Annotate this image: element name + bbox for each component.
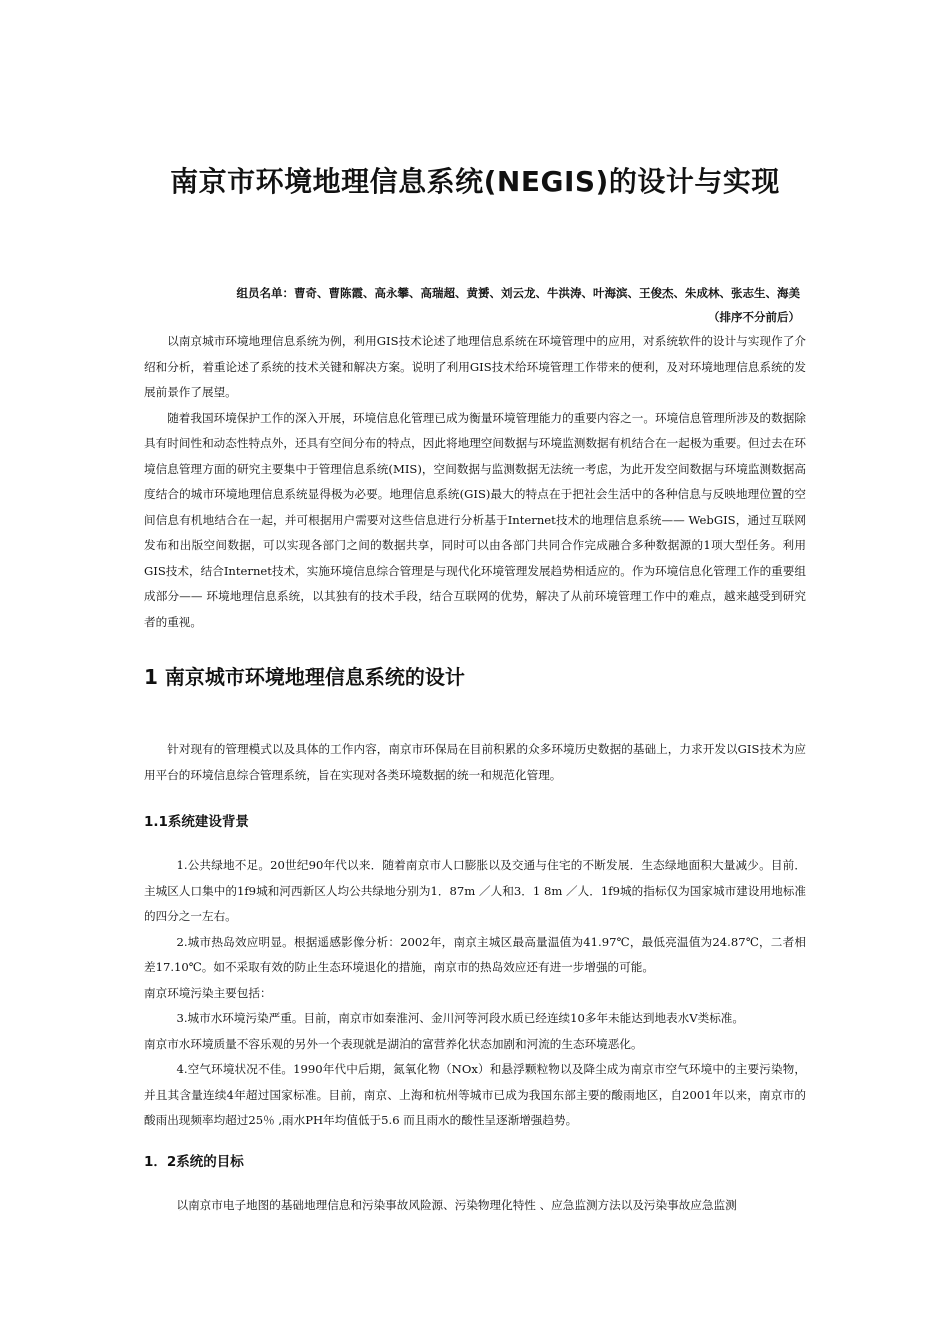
author-order-note: （排序不分前后） bbox=[708, 310, 800, 324]
section-1-2-intro-paragraph: 以南京市电子地图的基础地理信息和污染事故风险源、污染物理化特性 、应急监测方法以及污染事故应急监测 bbox=[176, 1198, 737, 1212]
section-1-1-heading: 1.1系统建设背景 bbox=[144, 814, 249, 830]
list-item-water-pollution: 3.城市水环境污染严重。目前，南京市如秦淮河、金川河等河段水质已经连续10多年未能达到地表水V类标准。 bbox=[176, 1011, 744, 1025]
pollution-lead-text: 南京环境污染主要包括： bbox=[144, 985, 272, 1000]
section-1-heading: 1 南京城市环境地理信息系统的设计 bbox=[144, 665, 465, 689]
intro-section bbox=[144, 329, 806, 635]
author-list: 组员名单：曹奇、曹陈霞、高永攀、高瑞超、黄赟、刘云龙、牛洪涛、叶海滨、王俊杰、朱成林、张志生、海美 bbox=[236, 286, 800, 300]
section-1-2-body bbox=[144, 1193, 806, 1219]
list-item-green-space: 1.公共绿地不足。20世纪90年代以来．随着南京市人口膨胀以及交通与住宅的不断发展．生态绿地面积大量减少。目前．主城区人口集中的1f9城和河西新区人均公共绿地分别为1．87m ／人和3．1 8m ／人．1f9城的指标仅为国家城市建设用地标准的四分之一左右。 bbox=[144, 858, 806, 923]
section-1-1-body bbox=[144, 853, 806, 1134]
section-1-intro-paragraph: 针对现有的管理模式以及具体的工作内容，南京市环保局在目前积累的众多环境历史数据的基础上，力求开发以GIS技术为应用平台的环境信息综合管理系统，旨在实现对各类环境数据的统一和规范化管理。 bbox=[144, 742, 806, 782]
document-title: 南京市环境地理信息系统(NEGIS)的设计与实现 bbox=[170, 165, 780, 198]
water-pollution-continuation: 南京市水环境质量不容乐观的另外一个表现就是湖泊的富营养化状态加剧和河流的生态环境恶化。 bbox=[144, 1036, 643, 1051]
intro-paragraph: 随着我国环境保护工作的深入开展，环境信息化管理已成为衡量环境管理能力的重要内容之一。环境信息管理所涉及的数据除具有时间性和动态性特点外，还具有空间分布的特点，因此将地理空间数据与环境监测数据有机结合在一起极为重要。但过去在环境信息管理方面的研究主要集中于管理信息系统(MIS)，空间数据与监测数据无法统一考虑，为此开发空间数据与环境监测数据高度结合的城市环境地理信息系统显得极为必要。地理信息系统(GIS)最大的特点在于把社会生活中的各种信息与反映地理位置的空间信息有机地结合在一起，并可根据用户需要对这些信息进行分析基于Internet技术的地理信息系统—— WebGIS，通过互联网发布和出版空间数据，可以实现各部门之间的数据共享，同时可以由各部门共同合作完成融合多种数据源的1项大型任务。利用GIS技术，结合Internet技术，实施环境信息综合管理是与现代化环境管理发展趋势相适应的。作为环境信息化管理工作的重要组成部分—— 环境地理信息系统，以其独有的技术手段，结合互联网的优势，解决了从前环境管理工作中的难点，越来越受到研究者的重视。 bbox=[144, 410, 806, 629]
section-1-2-heading: 1．2系统的目标 bbox=[144, 1154, 244, 1170]
list-item-air-pollution: 4.空气环境状况不佳。1990年代中后期，氮氧化物（NOx）和悬浮颗粒物以及降尘成为南京市空气环境中的主要污染物，并且其含量连续4年超过国家标准。目前，南京、上海和杭州等城市已成为我国东部主要的酸雨地区，自2001年以来，南京市的酸雨出现频率均超过25％ ,雨水PH年均值低于5.6 而且雨水的酸性呈逐渐增强趋势。 bbox=[144, 1062, 806, 1127]
list-item-heat-island: 2.城市热岛效应明显。根据遥感影像分析：2002年，南京主城区最高量温值为41.97℃，最低亮温值为24.87℃，二者相差17.10℃。如不采取有效的防止生态环境退化的措施，南京市的热岛效应还有进一步增强的可能。 bbox=[144, 934, 806, 974]
section-1-body bbox=[144, 737, 806, 788]
abstract-paragraph: 以南京城市环境地理信息系统为例，利用GIS技术论述了地理信息系统在环境管理中的应用，对系统软件的设计与实现作了介绍和分析，着重论述了系统的技术关键和解决方案。说明了利用GIS技术给环境管理工作带来的便利，及对环境地理信息系统的发展前景作了展望。 bbox=[144, 334, 806, 399]
